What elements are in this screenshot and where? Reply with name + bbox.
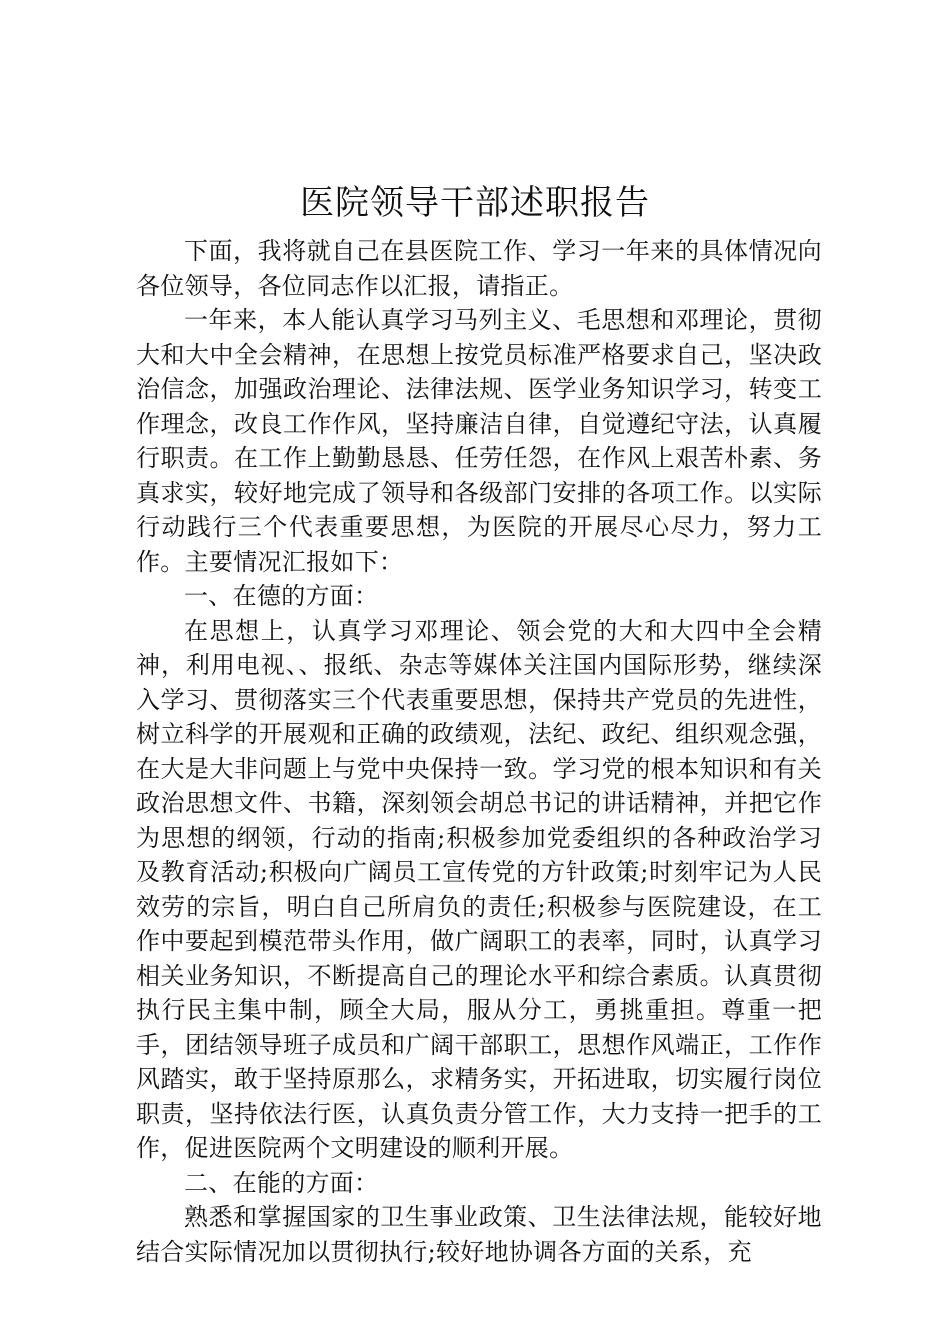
section-heading-ability: 二、在能的方面：	[184, 1168, 379, 1197]
paragraph-ability: 熟悉和掌握国家的卫生事业政策、卫生法律法规，能较好地结合实际情况加以贯彻执行;较好地协调各方面的关系，充	[136, 1203, 822, 1266]
paragraph-overview: 一年来，本人能认真学习马列主义、毛思想和邓理论，贯彻大和大中全会精神，在思想上按党员标准严格要求自己，坚决政治信念，加强政治理论、法律法规、医学业务知识学习，转变工作理念，改良工作作风，坚持廉洁自律，自觉遵纪守法，认真履行职责。在工作上勤勤恳恳、任劳任怨，在作风上艰苦朴素、务真求实，较好地完成了领导和各级部门安排的各项工作。以实际行动践行三个代表重要思想，为医院的开展尽心尽力，努力工作。主要情况汇报如下：	[136, 306, 822, 576]
section-heading-virtue: 一、在德的方面：	[184, 582, 379, 610]
paragraph-intro: 下面，我将就自己在县医院工作、学习一年来的具体情况向各位领导，各位同志作以汇报，请指正。	[136, 237, 822, 300]
paragraph-virtue: 在思想上，认真学习邓理论、领会党的大和大四中全会精神，利用电视、、报纸、杂志等媒体关注国内国际形势，继续深入学习、贯彻落实三个代表重要思想，保持共产党员的先进性，树立科学的开展观和正确的政绩观，法纪、政纪、组织观念强，在大是大非问题上与党中央保持一致。学习党的根本知识和有关政治思想文件、书籍，深刻领会胡总书记的讲话精神，并把它作为思想的纲领，行动的指南;积极参加党委组织的各种政治学习及教育活动;积极向广阔员工宣传党的方针政策;时刻牢记为人民效劳的宗旨，明白自己所肩负的责任;积极参与医院建设，在工作中要起到模范带头作用，做广阔职工的表率，同时，认真学习相关业务知识，不断提高自己的理论水平和综合素质。认真贯彻执行民主集中制，顾全大局，服从分工，勇挑重担。尊重一把手，团结领导班子成员和广阔干部职工，思想作风端正，工作作风踏实，敢于坚持原那么，求精务实，开拓进取，切实履行岗位职责，坚持依法行医，认真负责分管工作，大力支持一把手的工作，促进医院两个文明建设的顺利开展。	[136, 616, 822, 1162]
document-title: 医院领导干部述职报告	[300, 183, 650, 223]
document-body	[136, 234, 822, 1269]
